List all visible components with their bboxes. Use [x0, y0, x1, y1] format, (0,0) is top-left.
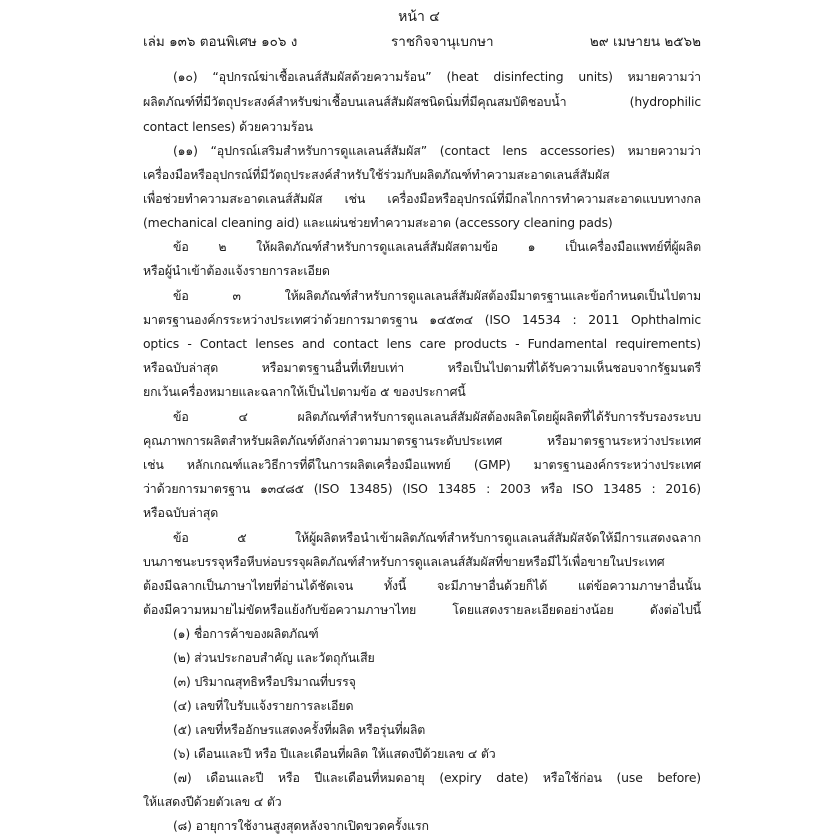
list-item: (๑) ชื่อการค้าของผลิตภัณฑ์	[173, 626, 319, 641]
text-line: หรือผู้นำเข้าต้องแจ้งรายการละเอียด	[143, 263, 330, 278]
text-line: มาตรฐานองค์กรระหว่างประเทศว่าด้วยการมาตรฐาน ๑๔๕๓๔ (ISO 14534 : 2011 Ophthalmic	[143, 312, 701, 327]
list-item: (๒) ส่วนประกอบสำคัญ และวัตถุกันเสีย	[173, 650, 375, 665]
publication-date: ๒๙ เมษายน ๒๕๖๒	[589, 34, 701, 50]
list-item: (๕) เลขที่หรืออักษรแสดงครั้งที่ผลิต หรือรุ่นที่ผลิต	[173, 722, 426, 737]
list-item: (๘) อายุการใช้งานสูงสุดหลังจากเปิดขวดครั้งแรก	[173, 818, 429, 833]
text-line: ต้องมีความหมายไม่ขัดหรือแย้งกับข้อความภาษาไทย โดยแสดงรายละเอียดอย่างน้อย ดังต่อไปนี้	[143, 602, 701, 617]
text-line: เช่น หลักเกณฑ์และวิธีการที่ดีในการผลิตเครื่องมือแพทย์ (GMP) มาตรฐานองค์กรระหว่างประเทศ	[143, 457, 701, 472]
text-line: เครื่องมือหรืออุปกรณ์ที่มีวัตถุประสงค์สำหรับใช้ร่วมกับผลิตภัณฑ์ทำความสะอาดเลนส์สัมผัส	[143, 167, 610, 182]
text-line: หรือฉบับล่าสุด	[143, 505, 219, 520]
list-item: (๖) เดือนและปี หรือ ปีและเดือนที่ผลิต ให้แสดงปีด้วยเลข ๔ ตัว	[173, 746, 496, 761]
text-line: ให้แสดงปีด้วยตัวเลข ๔ ตัว	[143, 794, 282, 809]
text-line: ข้อ ๕ ให้ผู้ผลิตหรือนำเข้าผลิตภัณฑ์สำหรับการดูแลเลนส์สัมผัสจัดให้มีการแสดงฉลาก	[173, 530, 701, 545]
volume-issue: เล่ม ๑๓๖ ตอนพิเศษ ๑๐๖ ง	[143, 34, 298, 50]
text-line: ข้อ ๔ ผลิตภัณฑ์สำหรับการดูแลเลนส์สัมผัสต้องผลิตโดยผู้ผลิตที่ได้รับการรับรองระบบ	[173, 409, 701, 424]
text-line: contact lenses) ด้วยความร้อน	[143, 119, 313, 134]
text-line: optics - Contact lenses and contact lens care products - Fundamental requirements)	[143, 336, 701, 351]
text-line: ว่าด้วยการมาตรฐาน ๑๓๔๘๕ (ISO 13485) (ISO 13485 : 2003 หรือ ISO 13485 : 2016)	[143, 481, 701, 496]
text-line: หรือฉบับล่าสุด หรือมาตรฐานอื่นที่เทียบเท่า หรือเป็นไปตามที่ได้รับความเห็นชอบจากรัฐมนตรี	[143, 360, 701, 375]
text-line: (๑๐) “อุปกรณ์ฆ่าเชื้อเลนส์สัมผัสด้วยความร้อน” (heat disinfecting units) หมายความว่า	[173, 69, 701, 84]
text-line: ผลิตภัณฑ์ที่มีวัตถุประสงค์สำหรับฆ่าเชื้อบนเลนส์สัมผัสชนิดนิ่มที่มีคุณสมบัติชอบน้ำ (hydrophilic	[143, 94, 701, 109]
list-item: (๓) ปริมาณสุทธิหรือปริมาณที่บรรจุ	[173, 674, 356, 689]
text-line: ข้อ ๒ ให้ผลิตภัณฑ์สำหรับการดูแลเลนส์สัมผัสตามข้อ ๑ เป็นเครื่องมือแพทย์ที่ผู้ผลิต	[173, 239, 701, 254]
text-line: (mechanical cleaning aid) และแผ่นช่วยทำความสะอาด (accessory cleaning pads)	[143, 215, 613, 230]
text-line: ข้อ ๓ ให้ผลิตภัณฑ์สำหรับการดูแลเลนส์สัมผัสต้องมีมาตรฐานและข้อกำหนดเป็นไปตาม	[173, 288, 701, 303]
text-line: คุณภาพการผลิตสำหรับผลิตภัณฑ์ดังกล่าวตามมาตรฐานระดับประเทศ หรือมาตรฐานระหว่างประเทศ	[143, 433, 701, 448]
text-line: ยกเว้นเครื่องหมายและฉลากให้เป็นไปตามข้อ ๕ ของประกาศนี้	[143, 384, 466, 399]
text-line: บนภาชนะบรรจุหรือหีบห่อบรรจุผลิตภัณฑ์สำหรับการดูแลเลนส์สัมผัสที่ขายหรือมีไว้เพื่อขายในประเทศ	[143, 554, 665, 569]
page-number: หน้า ๔	[398, 9, 440, 25]
text-line: เพื่อช่วยทำความสะอาดเลนส์สัมผัส เช่น เครื่องมือหรืออุปกรณ์ที่มีกลไกการทำความสะอาดแบบทางกล	[143, 191, 701, 206]
list-item: (๔) เลขที่ใบรับแจ้งรายการละเอียด	[173, 698, 354, 713]
gazette-name: ราชกิจจานุเบกษา	[391, 34, 494, 50]
list-item: (๗) เดือนและปี หรือ ปีและเดือนที่หมดอายุ (expiry date) หรือใช้ก่อน (use before)	[173, 770, 701, 785]
text-line: ต้องมีฉลากเป็นภาษาไทยที่อ่านได้ชัดเจน ทั้งนี้ จะมีภาษาอื่นด้วยก็ได้ แต่ข้อความภาษาอื่นนั้น	[143, 578, 701, 593]
text-line: (๑๑) “อุปกรณ์เสริมสำหรับการดูแลเลนส์สัมผัส” (contact lens accessories) หมายความว่า	[173, 143, 701, 158]
